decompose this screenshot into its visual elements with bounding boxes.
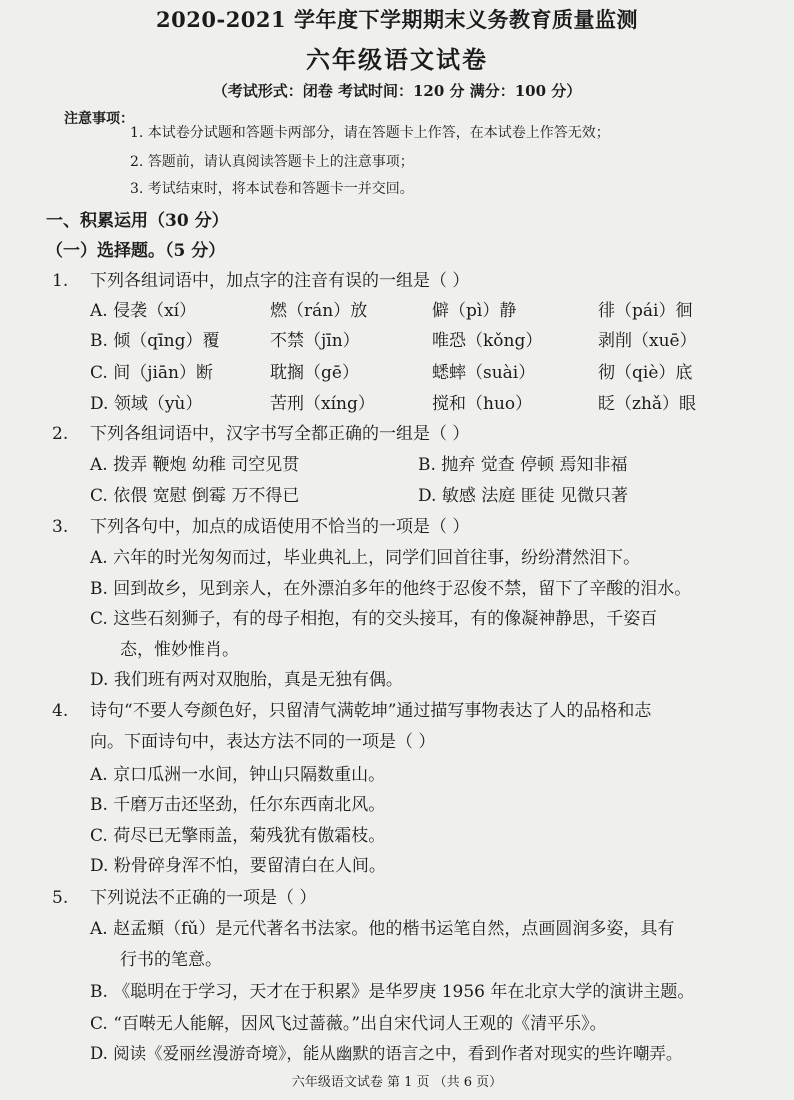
option-line: 行书的笔意。 (120, 950, 222, 970)
option-cell: B. 倾（qīng）覆 (90, 331, 220, 351)
option-cell: D. 敏感 法庭 匪徒 见微只著 (418, 486, 629, 506)
option-line: D. 阅读《爱丽丝漫游奇境》，能从幽默的语言之中，看到作者对现实的些许嘲弄。 (90, 1044, 683, 1063)
question-4 (52, 696, 651, 721)
option-cell: 蟋蟀（suài） (432, 363, 536, 383)
option-cell: D. 领域（yù） (90, 394, 203, 414)
question-stem: 诗句“不要人夸颜色好，只留清气满乾坤”通过描写事物表达了人的品格和志 (90, 701, 652, 721)
question-stem: 下列说法不正确的一项是（ ） (90, 888, 317, 908)
question-stem: 下列各句中，加点的成语使用不恰当的一项是（ ） (90, 517, 470, 537)
question-5 (52, 883, 316, 908)
option-cell: B. 抛弃 觉查 停顿 焉知非福 (418, 455, 628, 475)
option-cell: C. 依偎 宽慰 倒霉 万不得已 (90, 486, 300, 506)
notice-item: 1. 本试卷分试题和答题卡两部分，请在答题卡上作答，在本试卷上作答无效； (130, 125, 610, 141)
question-number: 1. (52, 271, 69, 291)
question-2 (52, 419, 469, 444)
option-cell: A. 侵袭（xí） (90, 301, 197, 321)
option-line: B. 回到故乡，见到亲人，在外漂泊多年的他终于忍俊不禁，留下了辛酸的泪水。 (90, 579, 692, 599)
option-cell: 唯恐（kǒng） (432, 331, 543, 351)
exam-subtitle: 六年级语文试卷 (306, 45, 488, 74)
option-line: A. 赵孟頫（fǔ）是元代著名书法家。他的楷书运笔自然，点画圆润多姿，具有 (90, 919, 675, 939)
notice-title: 注意事项： (64, 111, 134, 127)
option-cell: 僻（pì）静 (432, 301, 517, 321)
option-cell: 燃（rán）放 (270, 301, 368, 321)
question-stem: 下列各组词语中，加点字的注音有误的一组是（ ） (90, 271, 470, 291)
notice-item: 3. 考试结束时，将本试卷和答题卡一并交回。 (130, 181, 414, 197)
option-cell: 搅和（huo） (432, 394, 533, 414)
option-cell: 剥削（xuē） (598, 331, 697, 351)
option-line: D. 我们班有两对双胞胎，真是无独有偶。 (90, 670, 403, 690)
option-cell: C. 间（jiān）断 (90, 363, 214, 383)
exam-info: （考试形式：闭卷 考试时间：120 分 满分：100 分） (212, 82, 582, 100)
option-line: C. “百啭无人能解，因风飞过蔷薇。”出自宋代词人王观的《清平乐》。 (90, 1014, 607, 1034)
exam-title: 2020-2021 学年度下学期期末义务教育质量监测 (156, 7, 638, 32)
question-number: 2. (52, 424, 69, 444)
option-line: D. 粉骨碎身浑不怕，要留清白在人间。 (90, 856, 386, 876)
option-cell: A. 拨弄 鞭炮 幼稚 司空见贯 (90, 455, 300, 475)
question-number: 3. (52, 517, 69, 537)
option-cell: 耽搁（gē） (270, 363, 359, 383)
option-line: C. 这些石刻狮子，有的母子相抱，有的交头接耳，有的像凝神静思，千姿百 (90, 609, 658, 629)
subsection-title: （一）选择题。（5 分） (46, 241, 226, 261)
option-cell: 徘（pái）徊 (598, 301, 693, 321)
page-footer: 六年级语文试卷 第 1 页 （共 6 页） (291, 1075, 503, 1090)
question-stem: 下列各组词语中，汉字书写全都正确的一组是（ ） (90, 424, 470, 444)
notice-item: 2. 答题前，请认真阅读答题卡上的注意事项； (130, 154, 414, 170)
question-number: 5. (52, 888, 69, 908)
question-stem-cont: 向。下面诗句中，表达方法不同的一项是（ ） (90, 732, 436, 752)
option-line: A. 六年的时光匆匆而过，毕业典礼上，同学们回首往事，纷纷潸然泪下。 (90, 548, 641, 568)
option-cell: 不禁（jīn） (270, 331, 360, 351)
option-line: B. 《聪明在于学习，天才在于积累》是华罗庚 1956 年在北京大学的演讲主题。 (90, 982, 695, 1002)
question-3 (52, 512, 469, 537)
option-line: 态，惟妙惟肖。 (120, 640, 239, 660)
question-1 (52, 266, 469, 291)
option-line: B. 千磨万击还坚劲，任尔东西南北风。 (90, 795, 386, 815)
option-cell: 彻（qiè）底 (598, 363, 693, 383)
question-number: 4. (52, 701, 69, 721)
option-line: A. 京口瓜洲一水间，钟山只隔数重山。 (90, 765, 386, 785)
section-title: 一、积累运用（30 分） (46, 211, 229, 231)
option-line: C. 荷尽已无擎雨盖，菊残犹有傲霜枝。 (90, 826, 386, 846)
option-cell: 眨（zhǎ）眼 (598, 394, 697, 414)
option-cell: 苦刑（xíng） (270, 394, 375, 414)
